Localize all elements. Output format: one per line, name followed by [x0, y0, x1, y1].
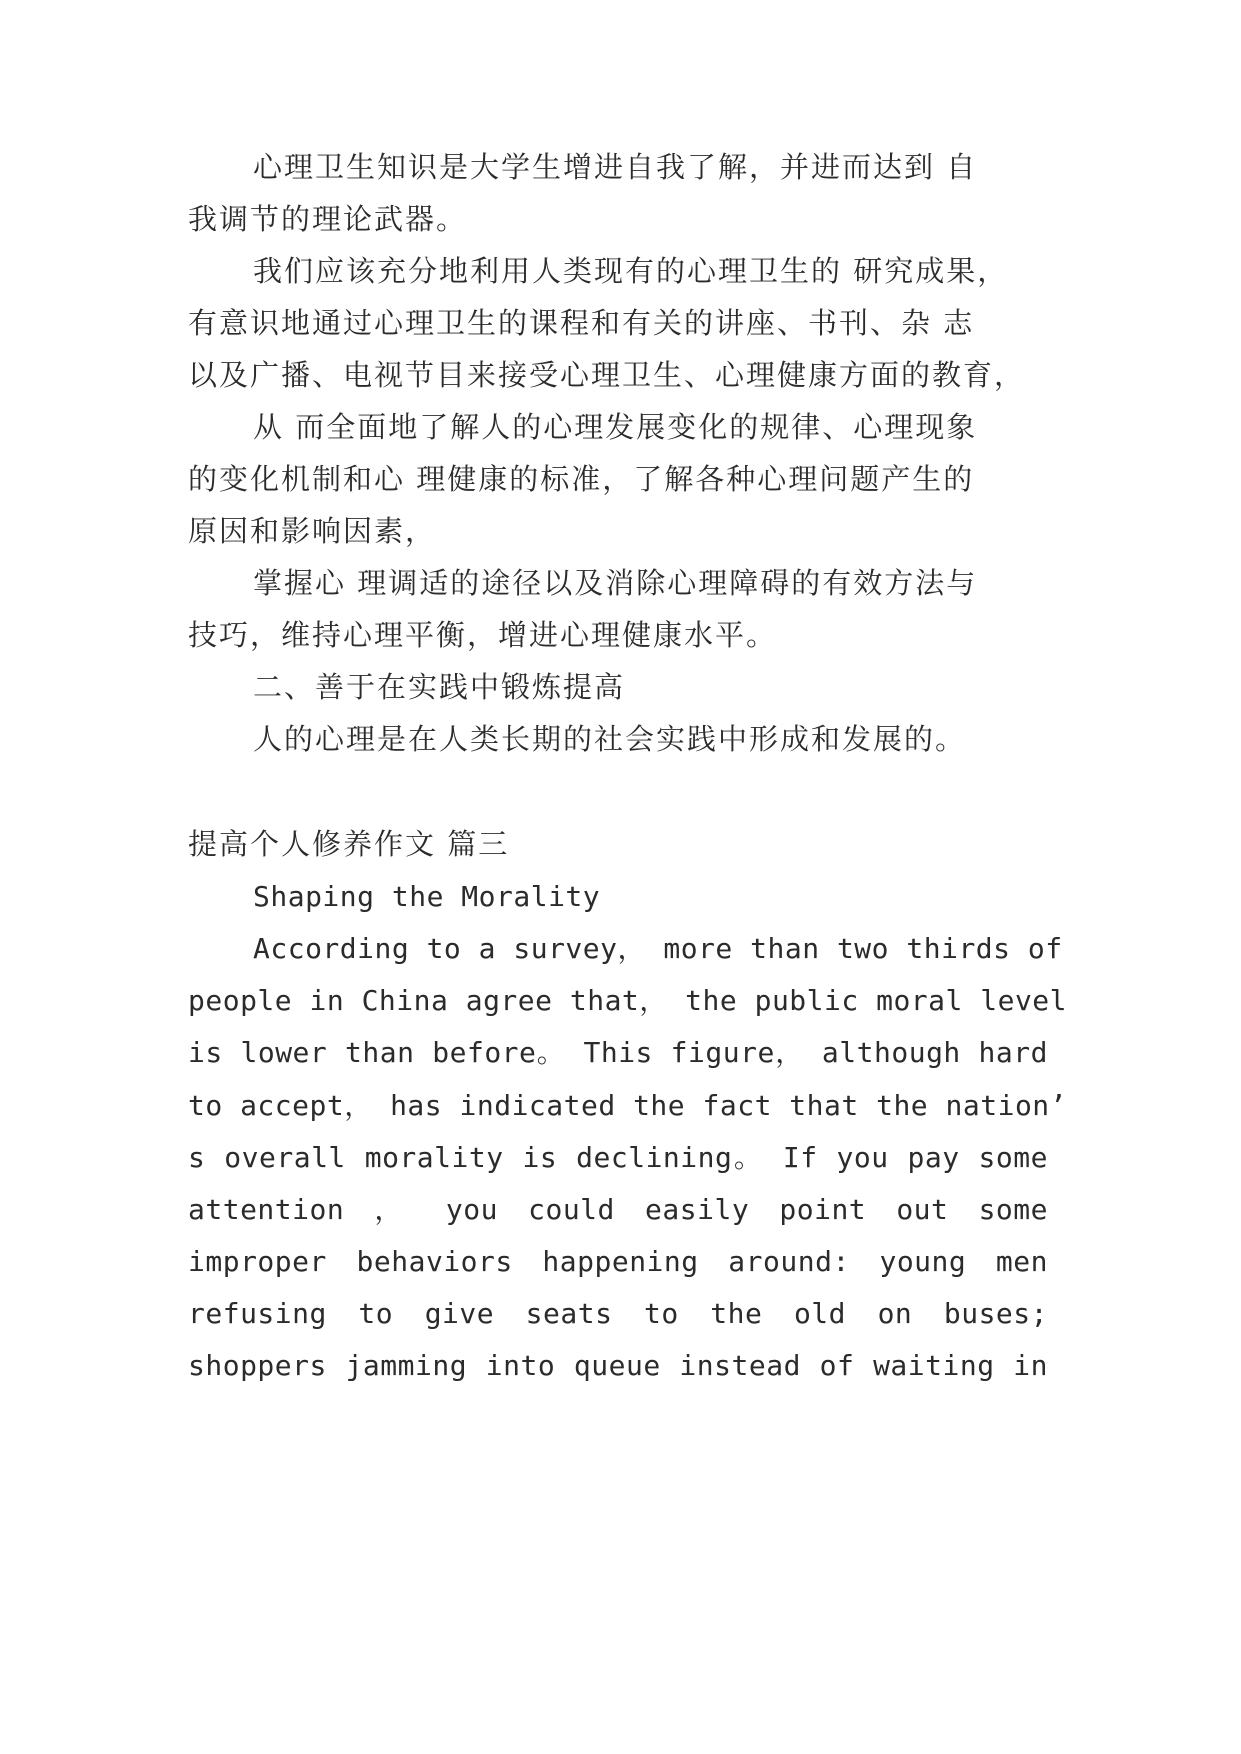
- text-line: 人的心理是在人类长期的社会实践中形成和发展的。: [253, 722, 967, 756]
- text-line: 我们应该充分地利用人类现有的心理卫生的 研究成果，: [253, 254, 1009, 288]
- text-line: 从 而全面地了解人的心理发展变化的规律、心理现象: [253, 410, 978, 444]
- text-line: attention ， you could easily point out some: [188, 1193, 1048, 1226]
- text-line: 心理卫生知识是大学生增进自我了解，并进而达到 自: [253, 150, 978, 184]
- text-line: 原因和影响因素，: [188, 514, 437, 548]
- text-line: shoppers jamming into queue instead of waiting in: [188, 1349, 1048, 1382]
- text-line: According to a survey， more than two thirds of: [253, 932, 1063, 965]
- text-line: 的变化机制和心 理健康的标准，了解各种心理问题产生的: [188, 462, 975, 496]
- essay-title: Shaping the Morality: [253, 880, 601, 913]
- text-line: refusing to give seats to the old on buses;: [188, 1297, 1048, 1330]
- text-line: 以及广播、电视节目来接受心理卫生、心理健康方面的教育，: [188, 358, 1026, 392]
- text-line: improper behaviors happening around: young men: [188, 1245, 1048, 1278]
- text-line: people in China agree that， the public moral level: [188, 984, 1068, 1017]
- text-line: 有意识地通过心理卫生的课程和有关的讲座、书刊、杂 志: [188, 306, 975, 340]
- text-line: 我调节的理论武器。: [188, 202, 468, 236]
- article-title: 提高个人修养作文 篇三: [188, 827, 510, 861]
- text-line: s overall morality is declining。 If you pay some: [188, 1141, 1048, 1174]
- text-line: is lower than before。 This figure， although hard: [188, 1036, 1048, 1069]
- text-line: to accept， has indicated the fact that the nation’: [188, 1089, 1068, 1122]
- section-heading: 二、善于在实践中锻炼提高: [253, 670, 626, 704]
- text-line: 掌握心 理调适的途径以及消除心理障碍的有效方法与: [253, 566, 978, 600]
- text-line: 技巧，维持心理平衡，增进心理健康水平。: [188, 618, 778, 652]
